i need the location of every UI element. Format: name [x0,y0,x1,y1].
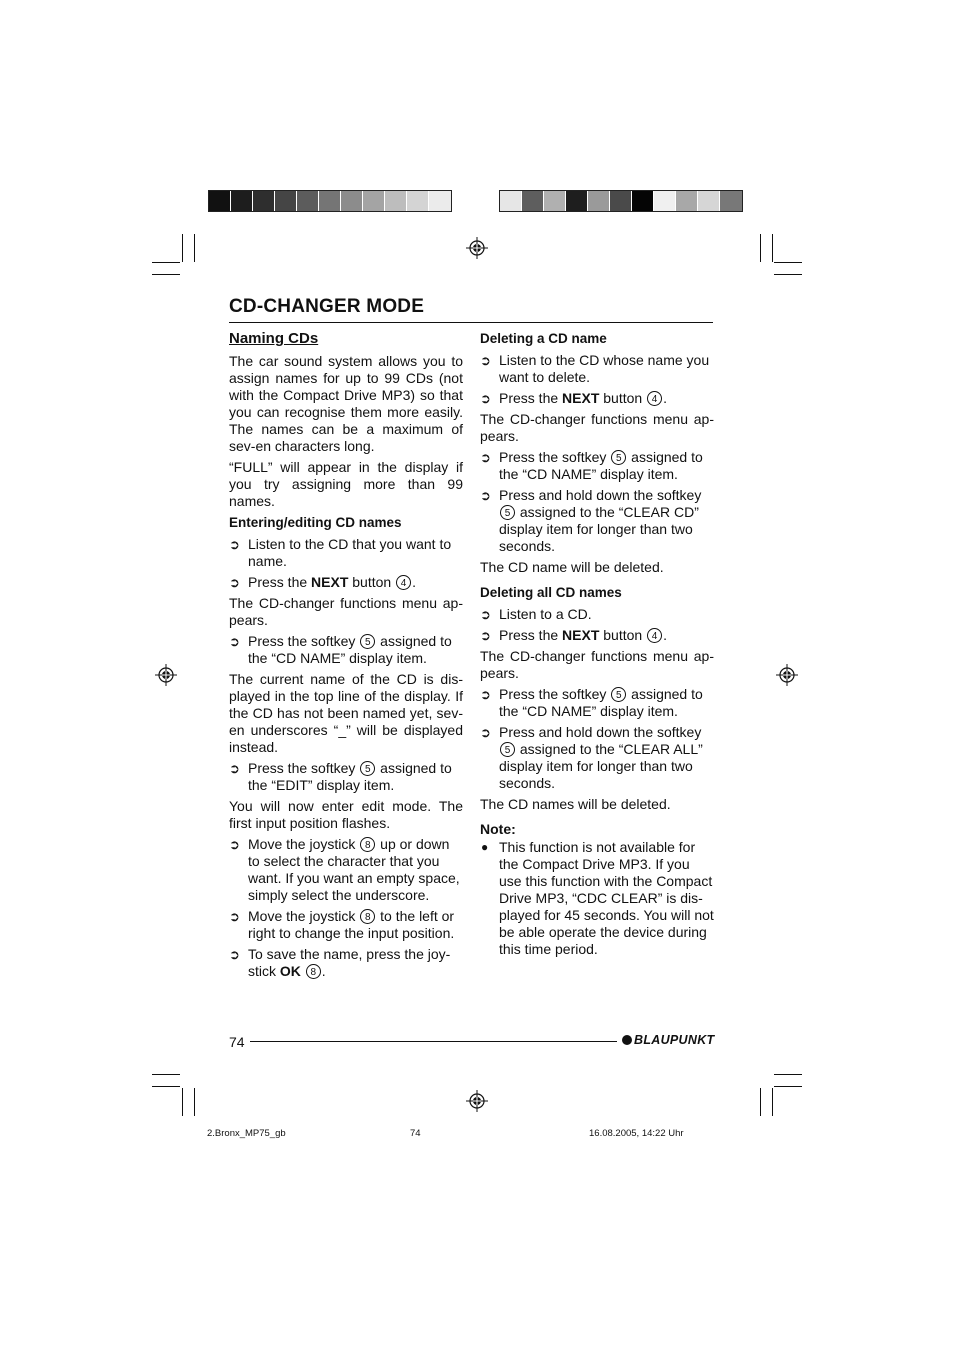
step-arrow-icon: ➲ [229,909,240,924]
step-arrow-icon: ➲ [480,607,491,622]
crop-mark [152,1074,180,1075]
key-number-icon: 4 [396,575,411,590]
crop-mark [152,262,180,263]
section-heading: Naming CDs [229,330,319,347]
color-swatch [698,191,720,211]
step-item: ➲ Move the joystick 8 to the left or right to change the input position. [229,908,455,941]
step-arrow-icon: ➲ [480,687,491,702]
text-paragraph: The CD-changer functions menu ap-pears. [480,648,714,681]
text-paragraph: The CD-changer functions menu ap-pears. [480,411,714,444]
text-paragraph: The CD names will be deleted. [480,796,671,812]
brand-dot-icon [622,1035,632,1045]
registration-mark-icon [776,664,798,686]
crop-mark [194,1088,195,1116]
crop-mark [182,234,183,262]
page-title: CD-CHANGER MODE [229,296,425,317]
step-item: ➲ Press the softkey 5 assigned to the “CD NAME” display item. [229,633,452,666]
crop-mark [152,274,180,275]
color-swatch [209,191,231,211]
step-item: ➲ Press the softkey 5 assigned to the “CD NAME” display item. [480,449,703,482]
key-number-icon: 5 [611,450,626,465]
key-number-icon: 5 [500,505,515,520]
color-swatch [676,191,698,211]
color-swatch [253,191,275,211]
crop-mark [182,1088,183,1116]
color-swatch [544,191,566,211]
step-arrow-icon: ➲ [229,537,240,552]
color-swatch [363,191,385,211]
bullet-icon: ● [481,840,489,854]
crop-mark [760,1088,761,1116]
color-swatch [385,191,407,211]
color-swatch [610,191,632,211]
right-column [480,330,714,962]
step-item: ➲ Press the NEXT button 4 . [229,574,416,590]
color-swatch [231,191,253,211]
slug-date: 16.08.2005, 14:22 Uhr [589,1128,684,1139]
color-swatch [319,191,341,211]
step-item: ➲ Press the NEXT button 4 . [480,627,667,643]
key-number-icon: 8 [360,837,375,852]
key-number-icon: 4 [647,628,662,643]
step-arrow-icon: ➲ [229,947,240,962]
crop-mark [774,274,802,275]
text-paragraph: The current name of the CD is dis-played in the top line of the display. If the CD has not been named yet, sev-en underscores “_” will be displayed instead. [229,671,463,755]
subheading-deleting-all: Deleting all CD names [480,585,622,600]
step-item: ➲ Press the softkey 5 assigned to the “EDIT” display item. [229,760,452,793]
step-arrow-icon: ➲ [480,725,491,740]
text-paragraph: The CD name will be deleted. [480,559,664,575]
footer-rule [250,1041,617,1042]
text-paragraph: You will now enter edit mode. The first input position flashes. [229,798,463,831]
step-item: ➲ Press and hold down the softkey 5 assigned to the “CLEAR ALL” display item for longer than two seconds. [480,724,703,791]
color-swatch [654,191,676,211]
color-swatch [500,191,522,211]
note-heading: Note: [480,821,516,837]
key-number-icon: 8 [306,964,321,979]
step-arrow-icon: ➲ [480,391,491,406]
subheading-entering: Entering/editing CD names [229,515,402,530]
step-arrow-icon: ➲ [229,634,240,649]
slug-page: 74 [410,1128,421,1139]
registration-mark-icon [155,664,177,686]
crop-mark [774,262,802,263]
color-bar-left [208,190,452,212]
color-swatch [341,191,363,211]
crop-mark [772,234,773,262]
color-swatch [407,191,429,211]
full-note-paragraph: “FULL” will appear in the display if you try assigning more than 99 names. [229,459,463,509]
note-item: ● This function is not available for the Compact Drive MP3. If you use this function with the Compact Drive MP3, “CDC CLEAR” is dis-played for 45 seconds. You will not be able operate the device during this time period. [481,839,714,957]
step-item: ➲ Press the NEXT button 4 . [480,390,667,406]
key-number-icon: 5 [360,634,375,649]
key-number-icon: 5 [500,742,515,757]
key-number-icon: 5 [360,761,375,776]
step-arrow-icon: ➲ [229,761,240,776]
crop-mark [760,234,761,262]
step-arrow-icon: ➲ [480,353,491,368]
color-swatch [429,191,451,211]
color-bar-right [499,190,743,212]
intro-paragraph: The car sound system allows you to assign names for up to 99 CDs (not with the Compact Drive MP3) so that you can recognise them more easily. The names can be a maximum of sev-en characters long. [229,353,463,454]
color-swatch [522,191,544,211]
page-number: 74 [229,1034,245,1050]
color-swatch [297,191,319,211]
color-swatch [275,191,297,211]
registration-mark-icon [466,1090,488,1112]
color-swatch [588,191,610,211]
crop-mark [194,234,195,262]
color-swatch [632,191,654,211]
step-arrow-icon: ➲ [480,450,491,465]
step-item: ➲ Press the softkey 5 assigned to the “CD NAME” display item. [480,686,703,719]
text-paragraph: The CD-changer functions menu ap-pears. [229,595,463,628]
step-arrow-icon: ➲ [229,837,240,852]
slug-file: 2.Bronx_MP75_gb [207,1128,286,1139]
crop-mark [774,1086,802,1087]
color-swatch [720,191,742,211]
crop-mark [152,1086,180,1087]
step-arrow-icon: ➲ [229,575,240,590]
crop-mark [772,1088,773,1116]
step-item: ➲ To save the name, press the joy-stick OK 8 . [229,946,451,979]
step-item: ➲ Listen to a CD. [480,606,592,622]
step-item: ➲ Listen to the CD that you want to name. [229,536,452,569]
crop-mark [774,1074,802,1075]
step-item: ➲ Move the joystick 8 up or down to select the character that you want. If you want an empty space, simply select the underscore. [229,836,460,903]
left-column [229,330,463,984]
step-item: ➲ Listen to the CD whose name you want to delete. [480,352,710,385]
step-item: ➲ Press and hold down the softkey 5 assigned to the “CLEAR CD” display item for longer than two seconds. [480,487,702,554]
color-swatch [566,191,588,211]
title-rule [229,322,713,323]
key-number-icon: 5 [611,687,626,702]
key-number-icon: 4 [647,391,662,406]
step-arrow-icon: ➲ [480,488,491,503]
subheading-deleting-one: Deleting a CD name [480,331,607,346]
brand-logo: BLAUPUNKT [622,1033,714,1047]
registration-mark-icon [466,237,488,259]
key-number-icon: 8 [360,909,375,924]
step-arrow-icon: ➲ [480,628,491,643]
